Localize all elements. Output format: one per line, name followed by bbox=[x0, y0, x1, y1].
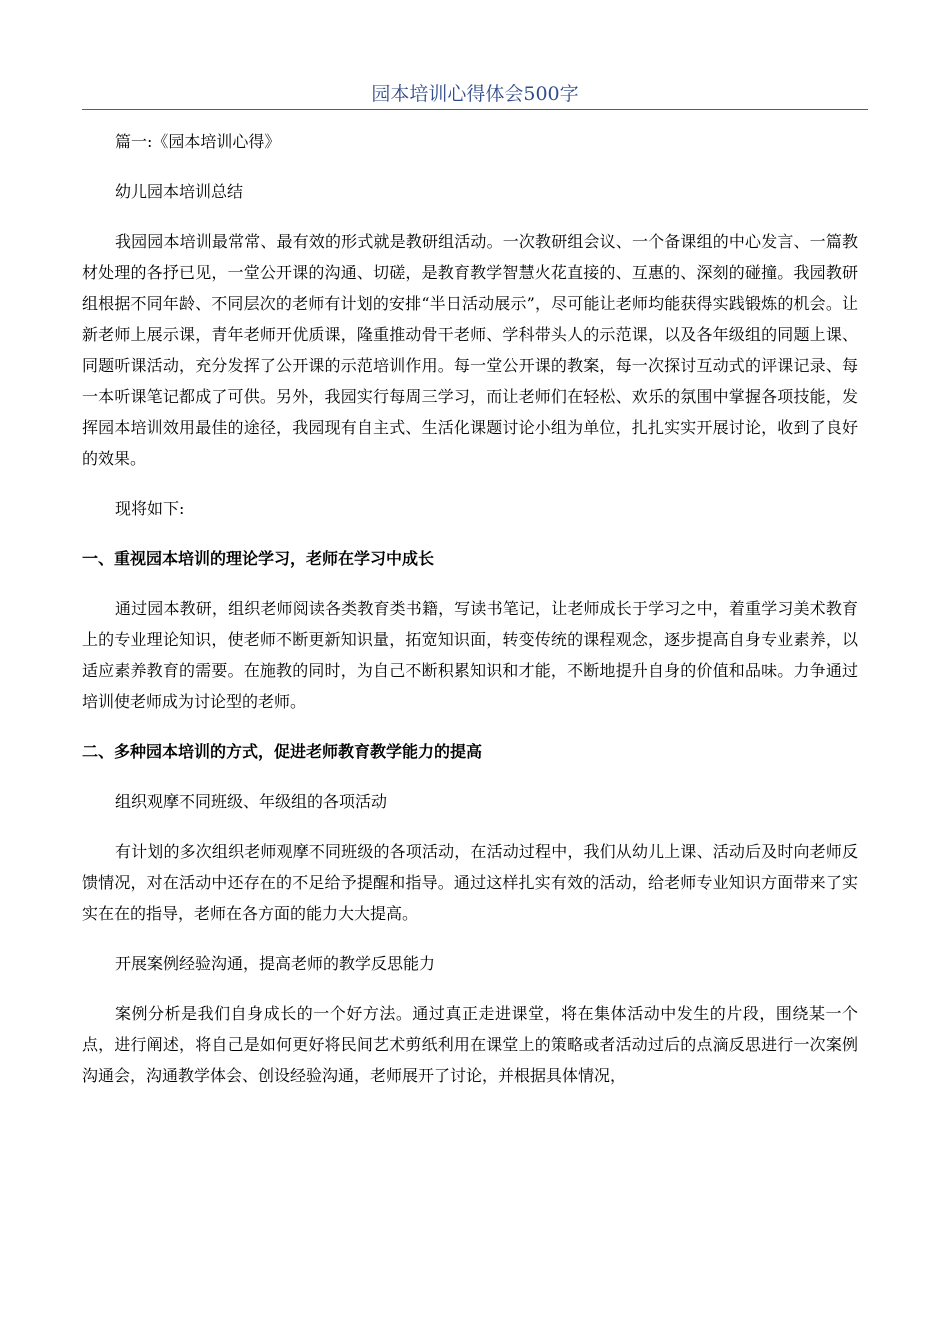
paragraph-intro: 我园园本培训最常常、最有效的形式就是教研组活动。一次教研组会议、一个备课组的中心发言、一篇教材处理的各抒已见，一堂公开课的沟通、切磋，是教育教学智慧火花直接的、互惠的、深刻的碰撞。我园教研组根据不同年龄、不同层次的老师有计划的安排“半日活动展示”，尽可能让老师均能获得实践锻炼的机会。让新老师上展示课，青年老师开优质课，隆重推动骨干老师、学科带头人的示范课，以及各年级组的同题上课、同题听课活动，充分发挥了公开课的示范培训作用。每一堂公开课的教案，每一次探讨互动式的评课记录、每一本听课笔记都成了可供。另外，我园实行每周三学习，而让老师们在轻松、欢乐的氛围中掌握各项技能，发挥园本培训效用最佳的途径，我园现有自主式、生活化课题讨论小组为单位，扎扎实实开展讨论，收到了良好的效果。 bbox=[82, 232, 858, 468]
subheading-case-exchange: 开展案例经验沟通，提高老师的教学反思能力 bbox=[115, 954, 436, 973]
paragraph-theory-study: 通过园本教研，组织老师阅读各类教育类书籍，写读书笔记，让老师成长于学习之中，着重学习美术教育上的专业理论知识，使老师不断更新知识量，拓宽知识面，转变传统的课程观念，逐步提高自身专业素养，以适应素养教育的需要。在施教的同时，为自己不断积累知识和才能，不断地提升自身的价值和品味。力争通过培训使老师成为讨论型的老师。 bbox=[82, 599, 858, 711]
title-underline bbox=[82, 109, 868, 110]
document-body bbox=[82, 126, 858, 1091]
document-title: 园本培训心得体会500字 bbox=[371, 83, 579, 105]
paragraph-summary-lead: 现将如下: bbox=[115, 499, 185, 518]
section-heading-1: 一、重视园本培训的理论学习，老师在学习中成长 bbox=[82, 549, 435, 568]
paragraph-case-analysis: 案例分析是我们自身成长的一个好方法。通过真正走进课堂，将在集体活动中发生的片段，围绕某一个点，进行阐述，将自己是如何更好将民间艺术剪纸利用在课堂上的策略或者活动过后的点滴反思进行一次案例沟通会，沟通教学体会、创设经验沟通，老师展开了讨论，并根据具体情况， bbox=[82, 1004, 858, 1085]
paragraph-subtitle: 幼儿园本培训总结 bbox=[115, 182, 244, 201]
paragraph-observation: 有计划的多次组织老师观摩不同班级的各项活动，在活动过程中，我们从幼儿上课、活动后及时向老师反馈情况，对在活动中还存在的不足给予提醒和指导。通过这样扎实有效的活动，给老师专业知识方面带来了实实在在的指导，老师在各方面的能力大大提高。 bbox=[82, 842, 858, 923]
section-heading-2: 二、多种园本培训的方式，促进老师教育教学能力的提高 bbox=[82, 742, 483, 761]
paragraph-chapter-label: 篇一:《园本培训心得》 bbox=[115, 132, 281, 151]
subheading-observation: 组织观摩不同班级、年级组的各项活动 bbox=[115, 792, 388, 811]
